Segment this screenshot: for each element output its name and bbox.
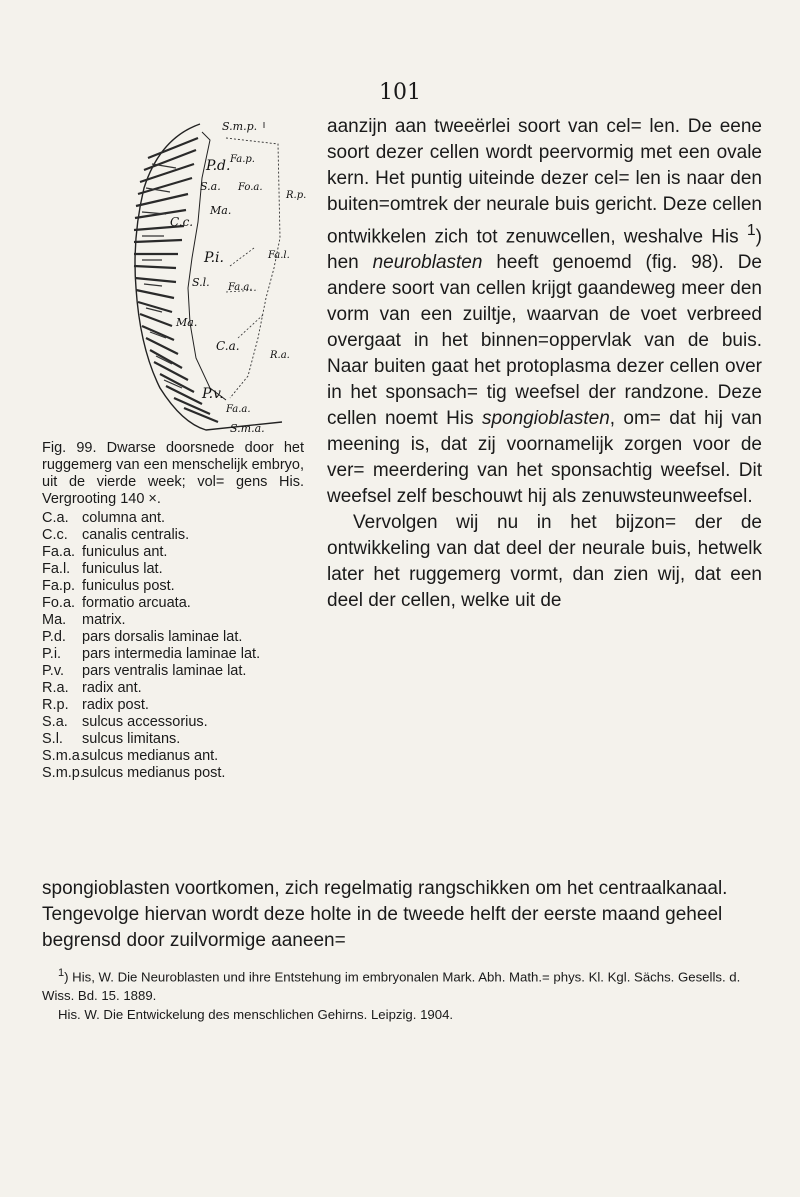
label-faa2: Fa.a. xyxy=(226,404,251,415)
footnote-2: His. W. Die Entwickelung des menschlichen Gehirns. Leipzig. 1904. xyxy=(58,1007,454,1023)
legend-item: R.p. radix post. xyxy=(42,697,149,713)
legend-item: P.d. pars dorsalis laminae lat. xyxy=(42,629,243,645)
legend-item: C.a. columna ant. xyxy=(42,510,166,526)
footnote-ref: 1 xyxy=(746,222,756,239)
legend-item: Fo.a. formatio arcuata. xyxy=(42,595,191,611)
legend-item: C.c. canalis centralis. xyxy=(42,527,190,543)
paragraph-2-start: Vervolgen wij nu in het bijzon= der de ontwikkeling van dat deel der neurale buis, hetwelk later het ruggemerg vormt, dan zien wij, dat een deel der cellen, welke uit de xyxy=(327,512,762,612)
legend-item: S.m.p. sulcus medianus post. xyxy=(42,765,226,781)
legend-item: Ma. matrix. xyxy=(42,612,126,628)
figure-illustration xyxy=(130,118,308,436)
label-cc: C.c. xyxy=(170,215,194,229)
legend-item: Fa.p. funiculus post. xyxy=(42,578,175,594)
legend-item: S.a. sulcus accessorius. xyxy=(42,714,208,730)
label-ca: C.a. xyxy=(216,339,240,353)
label-ra: R.a. xyxy=(270,350,290,361)
label-rp: R.p. xyxy=(286,190,307,201)
legend-item: Fa.a. funiculus ant. xyxy=(42,544,168,560)
label-ma1: Ma. xyxy=(210,204,232,217)
label-pi: P.i. xyxy=(204,250,224,266)
legend-item: P.v. pars ventralis laminae lat. xyxy=(42,663,247,679)
legend-item: S.m.a. sulcus medianus ant. xyxy=(42,748,219,764)
label-sa: S.a. xyxy=(200,180,221,193)
label-pd: P.d. xyxy=(206,158,231,174)
figure-caption xyxy=(42,440,304,782)
legend-item: R.a. radix ant. xyxy=(42,680,142,696)
legend-item: P.i. pars intermedia laminae lat. xyxy=(42,646,261,662)
label-fap: Fa.p. xyxy=(230,154,255,165)
paragraph-1: aanzijn aan tweeërlei soort van cel= len. De eene soort dezer cellen wordt peervormig met een ovale kern. Het puntig uiteinde dezer cel= len is naar den buiten=omtrek der neurale buis gericht. Deze cellen ontwikkelen zich tot zenuwcellen, weshalve His $^1$) hen neuroblasten heeft genoemd (fig. 98). De andere soort van cellen krijgt gaandeweg meer den vorm van een zuiltje, waarvan de voet verbreed overgaat in het binnen=oppervlak van de buis. Naar buiten gaat het protoplasma dezer cellen over in het sponsach= tig weefsel der randzone. Deze cellen noemt His spongioblasten, om= dat hij van meening is, dat zij voornamelijk zorgen voor de ver= meerdering van het sponsachtig weefsel. Dit weefsel zelf beschouwt hij als zenuwsteunweefsel. xyxy=(327,116,762,508)
legend-item: S.l. sulcus limitans. xyxy=(42,731,181,747)
label-foa: Fo.a. xyxy=(238,182,263,193)
paragraph-2-continued: spongioblasten voortkomen, zich regelmatig rangschikken om het centraalkanaal. Tengevolge hiervan wordt deze holte in de tweede helft der eerste maand geheel begrensd door zuilvormige aaneen= xyxy=(42,878,728,951)
label-pv: P.v. xyxy=(202,386,224,402)
body-text-full-width xyxy=(42,876,762,954)
footnotes xyxy=(42,964,762,1024)
body-text-column xyxy=(327,114,762,614)
figure-99-spinal-cord-section xyxy=(130,118,308,436)
label-sma: S.m.a. xyxy=(230,422,265,435)
label-faa1: Fa.a. xyxy=(228,282,253,293)
label-ma2: Ma. xyxy=(176,316,198,329)
footnote-1: $^1$) His, W. Die Neuroblasten und ihre Entstehung im embryonalen Mark. Abh. Math.= phys. Kl. Kgl. Sächs. Gesells. d. Wiss. Bd. 15. 1889. xyxy=(42,967,741,1004)
legend-item: Fa.l. funiculus lat. xyxy=(42,561,163,577)
label-sl: S.l. xyxy=(192,276,210,289)
page-number: 101 xyxy=(379,80,421,105)
legend-list xyxy=(42,510,304,782)
label-fal: Fa.l. xyxy=(268,250,290,261)
caption-text: Fig. 99. Dwarse doorsnede door het ruggemerg van een menschelijk embryo, uit de vierde week; vol= gens His. Vergrooting 140 ×. xyxy=(42,440,304,507)
label-smp: S.m.p. xyxy=(222,120,258,133)
